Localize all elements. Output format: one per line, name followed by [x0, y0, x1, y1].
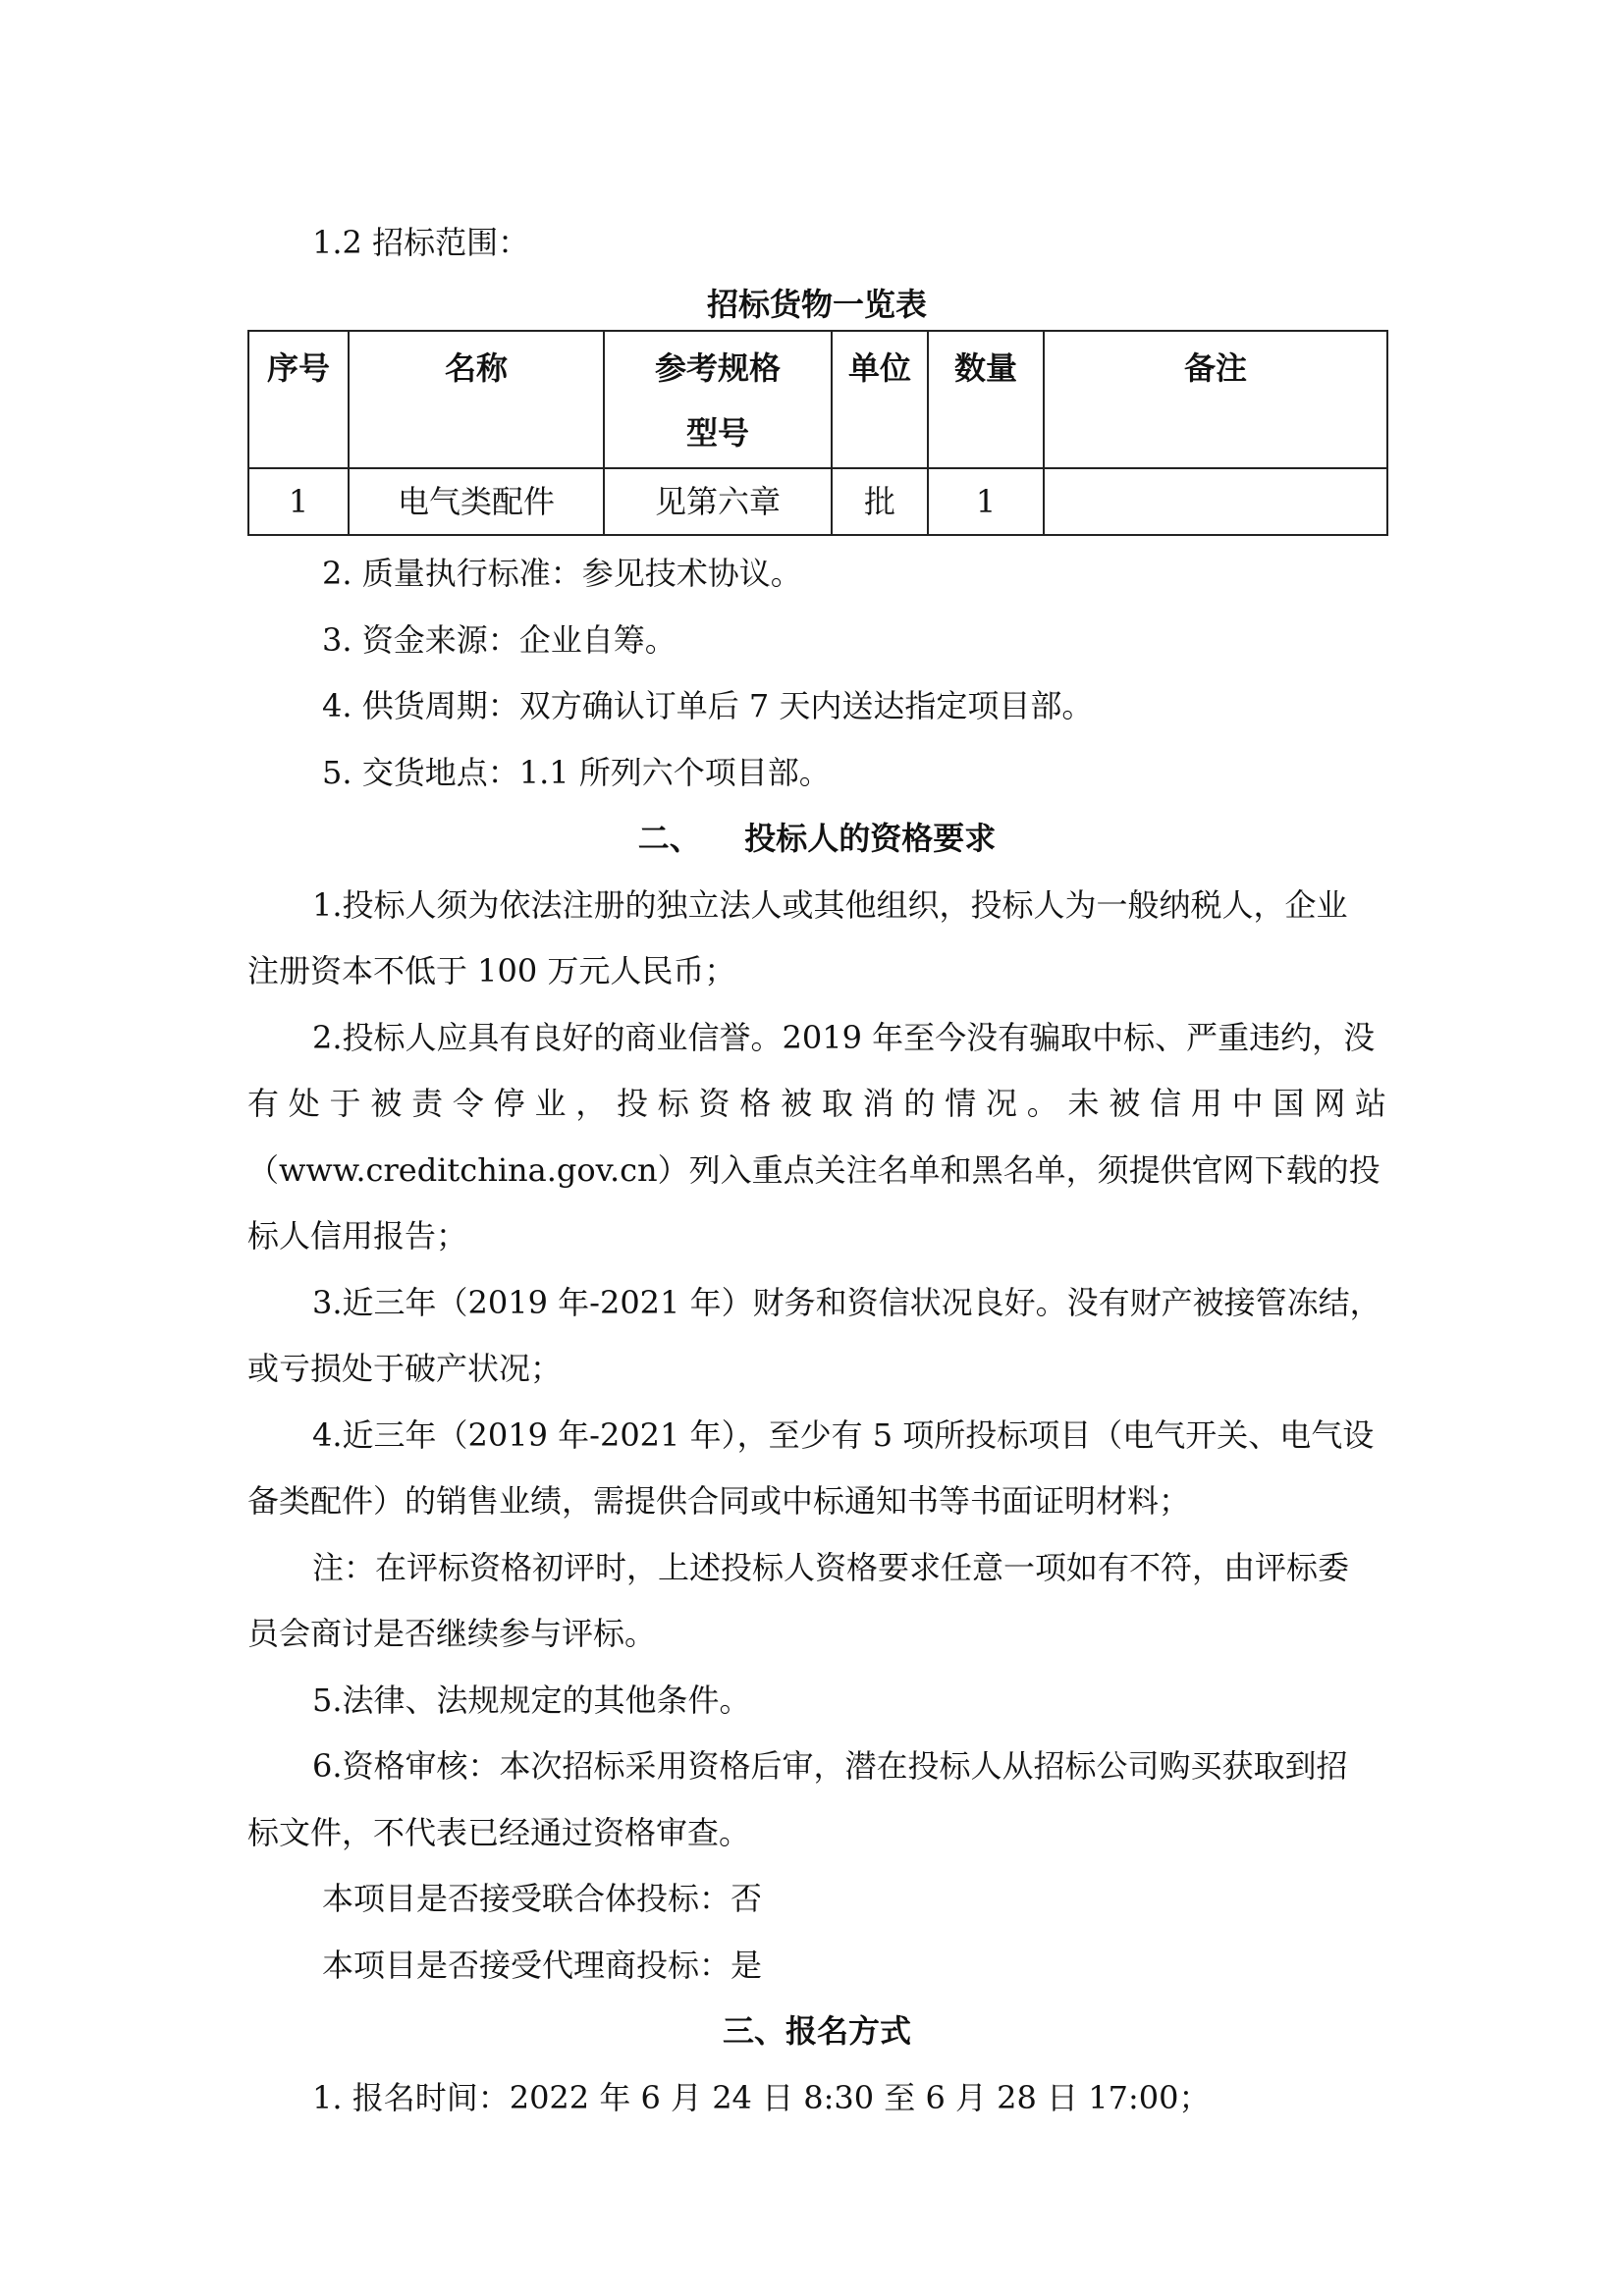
qualification-1-line2: 注册资本不低于 100 万元人民币； — [247, 952, 736, 989]
item-quality-standard: 2. 质量执行标准：参见技术协议。 — [322, 555, 802, 592]
qualification-2-line3: （www.creditchina.gov.cn）列入重点关注名单和黑名单，须提供官网下载的投 — [247, 1151, 1380, 1189]
qualification-5: 5.法律、法规规定的其他条件。 — [312, 1682, 751, 1719]
header-cell: 备注 — [1044, 331, 1387, 468]
table-title: 招标货物一览表 — [706, 286, 927, 323]
item-delivery-location: 5. 交货地点：1.1 所列六个项目部。 — [322, 754, 831, 791]
table-row — [248, 468, 1387, 535]
header-cell: 序号 — [248, 331, 349, 468]
qualification-1-line1: 1.投标人须为依法注册的独立法人或其他组织，投标人为一般纳税人，企业 — [312, 886, 1348, 924]
qualification-4-line2: 备类配件）的销售业绩，需提供合同或中标通知书等书面证明材料； — [247, 1482, 1191, 1520]
header-cell: 名称 — [349, 331, 604, 468]
qualification-3-line2: 或亏损处于破产状况； — [247, 1350, 563, 1387]
table-header-row — [248, 331, 1387, 468]
item-funding-source: 3. 资金来源：企业自筹。 — [322, 621, 677, 659]
scope-heading: 1.2 招标范围： — [312, 224, 530, 261]
table-cell: 1 — [248, 468, 349, 535]
agent-bid-status: 本项目是否接受代理商投标：是 — [322, 1947, 763, 1984]
section2-heading — [247, 817, 1386, 860]
table-cell: 见第六章 — [604, 468, 832, 535]
table-cell: 电气类配件 — [349, 468, 604, 535]
qualification-6-line2: 标文件，不代表已经通过资格审查。 — [247, 1814, 751, 1851]
qualification-4-line1: 4.近三年（2019 年-2021 年），至少有 5 项所投标项目（电气开关、电气设 — [312, 1416, 1375, 1454]
header-cell-text: 参考规格型号 — [654, 349, 781, 452]
table-cell — [1044, 468, 1387, 535]
qualification-2-line2: 有处于被责令停业，投标资格被取消的情况。未被信用中国网站 — [247, 1085, 1386, 1122]
qualification-2-line1: 2.投标人应具有良好的商业信誉。2019 年至今没有骗取中标、严重违约，没 — [312, 1019, 1376, 1056]
header-cell: 数量 — [928, 331, 1044, 468]
header-cell: 单位 — [832, 331, 928, 468]
table-cell: 批 — [832, 468, 928, 535]
section2-heading-text: 二、 投标人的资格要求 — [637, 820, 997, 857]
header-cell — [604, 331, 832, 468]
qualification-6-line1: 6.资格审核：本次招标采用资格后审，潜在投标人从招标公司购买获取到招 — [312, 1747, 1348, 1785]
note-line2: 员会商讨是否继续参与评标。 — [247, 1615, 657, 1652]
note-line1: 注：在评标资格初评时，上述投标人资格要求任意一项如有不符，由评标委 — [312, 1549, 1350, 1586]
consortium-bid-status: 本项目是否接受联合体投标：否 — [322, 1880, 763, 1917]
qualification-2-line4: 标人信用报告； — [247, 1217, 468, 1255]
registration-time: 1. 报名时间：2022 年 6 月 24 日 8:30 至 6 月 28 日 17:00； — [312, 2079, 1211, 2116]
section3-heading: 三、报名方式 — [722, 2012, 911, 2050]
goods-table — [247, 330, 1388, 536]
qualification-3-line1: 3.近三年（2019 年-2021 年）财务和资信状况良好。没有财产被接管冻结， — [312, 1284, 1381, 1321]
item-delivery-period: 4. 供货周期：双方确认订单后 7 天内送达指定项目部。 — [322, 687, 1094, 724]
table-cell: 1 — [928, 468, 1044, 535]
